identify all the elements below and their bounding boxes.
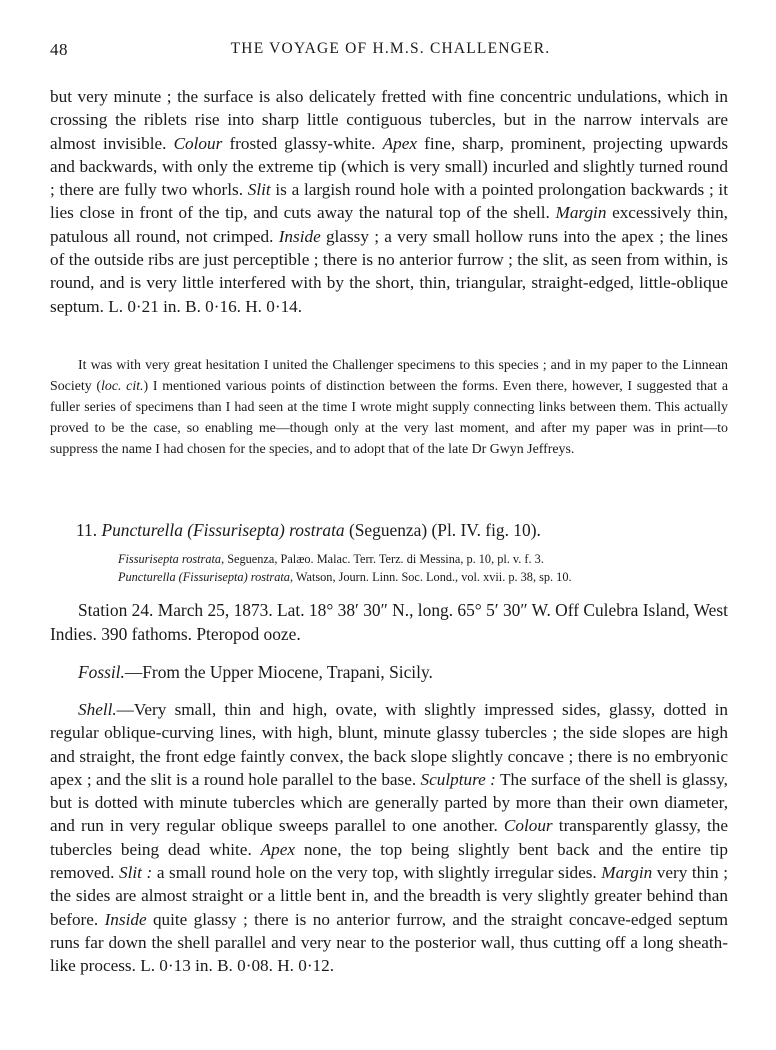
inside-label: Inside bbox=[278, 226, 321, 246]
page-header bbox=[50, 40, 731, 62]
synonym-entry: Fissurisepta rostrata, Seguenza, Palæo. Malac. Terr. Terz. di Messina, p. 10, pl. v. f. 3. bbox=[118, 552, 544, 566]
synonymy-list bbox=[118, 550, 728, 586]
station-paragraph: Station 24. March 25, 1873. Lat. 18° 38′ 30″ N., long. 65° 5′ 30″ W. Off Culebra Island, West Indies. 390 fathoms. Pteropod ooze. bbox=[50, 600, 728, 644]
continuation-paragraph: but very minute ; the surface is also delicately fretted with fine concentric undulations, which in crossing the riblets rise into sharp little contiguous tubercles, but in the narrow intervals are almost invisible. Colour frosted glassy-white. Apex fine, sharp, prominent, projecting upwards and backwards, with only the extreme tip (which is very small) incurled and slightly turned round ; there are fully two whorls. Slit is a largish round hole with a pointed prolongation backwards ; it lies close in front of the tip, and cuts away the natural top of the shell. Margin excessively thin, patulous all round, not crimped. Inside glassy ; a very small hollow runs into the apex ; the lines of the outside ribs are just perceptible ; there is no anterior furrow ; the slit, as seen from within, is round, and is very little interfered with by the short, thin, triangular, straight-edged, little-oblique septum. L. 0·21 in. B. 0·16. H. 0·14. bbox=[50, 87, 729, 316]
slit-label: Slit bbox=[247, 180, 271, 200]
slit-label: Slit : bbox=[119, 863, 153, 883]
fossil-paragraph: Fossil.—From the Upper Miocene, Trapani, Sicily. bbox=[78, 662, 433, 682]
running-title: THE VOYAGE OF H.M.S. CHALLENGER. bbox=[230, 40, 551, 57]
apex-label: Apex bbox=[260, 839, 295, 859]
species-author: (Seguenza) (Pl. IV. fig. 10). bbox=[344, 520, 541, 540]
species-number: 11. bbox=[76, 520, 102, 540]
apex-label: Apex bbox=[382, 133, 417, 153]
footnote-paragraph: It was with very great hesitation I united the Challenger specimens to this species ; and in my paper to the Linnean Society (loc. cit.) I mentioned various points of distinction between the forms. Even there, however, I suggested that a fuller series of specimens than I had seen at the time I wrote might supply connecting links between them. This actually proved to be the case, so enabling me—though only at the very last moment, and after my paper was in print—to suppress the name I had chosen for the species, and to adopt that of the late Dr Gwyn Jeffreys. bbox=[50, 358, 728, 457]
shell-description: Shell.—Very small, thin and high, ovate, with slightly impressed sides, glassy, dotted in regular oblique-curving lines, with high, blunt, minute glassy tubercles ; the side slopes are high and straight, the front edge faintly convex, the back slope slightly concave ; there is no embryonic apex ; and the slit is a round hole parallel to the base. Sculpture : The surface of the shell is glassy, but is dotted with minute tubercles which are generally parted by more than their own diameter, and run in very regular oblique sweeps parallel to one another. Colour transparently glassy, the tubercles being dead white. Apex none, the top being slightly bent back and the entire tip removed. Slit : a small round hole on the very top, with slightly irregular sides. Margin very thin ; the sides are almost straight or a little bent in, and the breadth is very slightly greater behind than before. Inside quite glassy ; there is no anterior furrow, and the straight concave-edged septum runs far down the shell parallel and very near to the posterior wall, thus cutting off a long sheath-like process. L. 0·13 in. B. 0·08. H. 0·12. bbox=[50, 700, 728, 976]
inside-label: Inside bbox=[104, 909, 147, 929]
page-number: 48 bbox=[50, 40, 68, 59]
colour-label: Colour bbox=[503, 816, 553, 836]
margin-label: Margin bbox=[555, 203, 607, 223]
fossil-label: Fossil. bbox=[78, 662, 125, 682]
species-heading bbox=[76, 518, 728, 542]
species-name: Puncturella (Fissurisepta) rostrata bbox=[101, 520, 345, 540]
shell-label: Shell. bbox=[78, 700, 117, 719]
loc-cit: loc. cit. bbox=[101, 379, 144, 394]
margin-label: Margin bbox=[601, 863, 653, 883]
colour-label: Colour bbox=[173, 133, 223, 153]
synonym-entry: Puncturella (Fissurisepta) rostrata, Watson, Journ. Linn. Soc. Lond., vol. xvii. p. 38, sp. 10. bbox=[118, 570, 572, 584]
sculpture-label: Sculpture : bbox=[420, 769, 496, 789]
